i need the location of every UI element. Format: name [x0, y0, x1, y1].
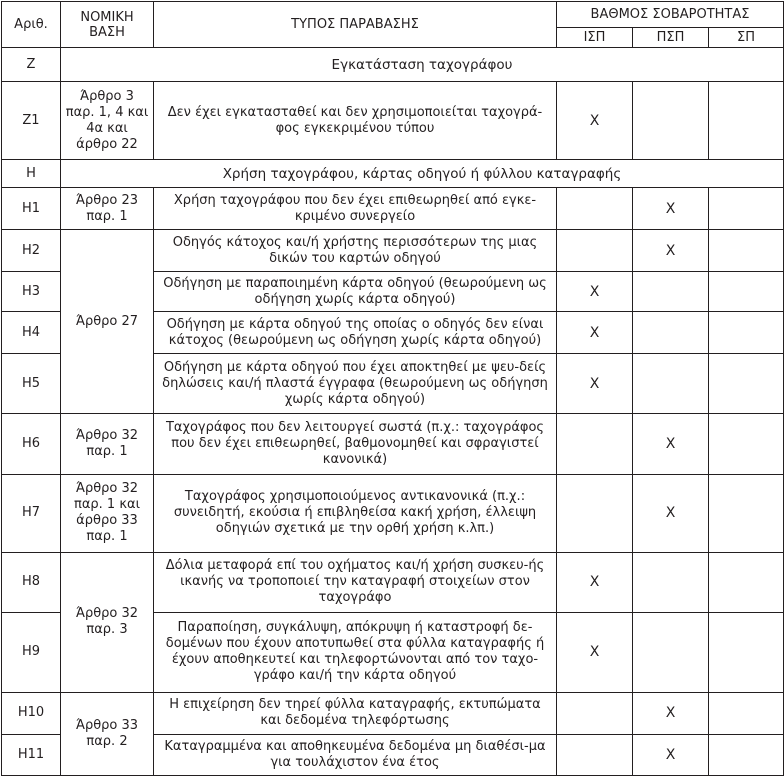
isp-mark: X — [557, 612, 633, 692]
table-row — [2, 692, 784, 734]
sp-mark — [709, 188, 784, 230]
psp-mark: X — [633, 414, 709, 474]
psp-mark: X — [633, 474, 709, 552]
sp-mark — [709, 272, 784, 312]
legal-basis: Άρθρο 32 παρ. 1 και άρθρο 33 παρ. 1 — [61, 474, 154, 552]
table-row — [2, 474, 784, 552]
section-title: Χρήση ταχογράφου, κάρτας οδηγού ή φύλλου καταγραφής — [61, 160, 784, 188]
legal-basis: Άρθρο 33 παρ. 2 — [61, 692, 154, 775]
row-id: Η7 — [2, 474, 61, 552]
violation-text: Οδηγός κάτοχος και/ή χρήστης περισσότερων της μιας δικών του καρτών οδηγού — [154, 230, 557, 272]
violation-text: Οδήγηση με παραποιημένη κάρτα οδηγού (θεωρούμενη ως οδήγηση χωρίς κάρτα οδηγού) — [154, 272, 557, 312]
violation-text: Ταχογράφος χρησιμοποιούμενος αντικανονικά (π.χ.: συνειδητή, εκούσια ή επιβληθείσα κακή χρήση, έλλειψη οδηγιών σχετικά με την ορθή χρήση κ.λπ.) — [154, 474, 557, 552]
row-id: Η2 — [2, 230, 61, 272]
section-row — [2, 160, 784, 188]
psp-mark — [633, 552, 709, 612]
violation-text: Οδήγηση με κάρτα οδηγού της οποίας ο οδηγός δεν είναι κάτοχος (θεωρούμενη ως οδήγηση χωρίς κάρτα οδηγού) — [154, 312, 557, 354]
violation-text: Παραποίηση, συγκάλυψη, απόκρυψη ή καταστροφή δε-δομένων που έχουν αποτυπωθεί στα φύλλα καταγραφής ή έχουν αποθηκευτεί και τηλεφορτώνονται από τον ταχο-γράφο και/ή την κάρτα οδηγού — [154, 612, 557, 692]
table-row — [2, 82, 784, 160]
psp-mark: X — [633, 692, 709, 734]
psp-mark: X — [633, 734, 709, 775]
legal-basis: Άρθρο 3 παρ. 1, 4 και 4α και άρθρο 22 — [61, 82, 154, 160]
row-id: Η3 — [2, 272, 61, 312]
violation-text: Χρήση ταχογράφου που δεν έχει επιθεωρηθεί από εγκε-κριμένο συνεργείο — [154, 188, 557, 230]
legal-basis: Άρθρο 32 παρ. 1 — [61, 414, 154, 474]
section-id: Ζ — [2, 48, 61, 82]
violation-text: Καταγραμμένα και αποθηκευμένα δεδομένα μη διαθέσι-μα για τουλάχιστον ένα έτος — [154, 734, 557, 775]
violation-text: Οδήγηση με κάρτα οδηγού που έχει αποκτηθεί με ψευ-δείς δηλώσεις και/ή πλαστά έγγραφα (θεωρούμενη ως οδήγηση χωρίς κάρτα οδηγού) — [154, 354, 557, 414]
section-row — [2, 48, 784, 82]
sp-mark — [709, 230, 784, 272]
psp-mark — [633, 82, 709, 160]
row-id: Ζ1 — [2, 82, 61, 160]
psp-mark — [633, 312, 709, 354]
header-isp: ΙΣΠ — [557, 28, 633, 48]
legal-basis: Άρθρο 23 παρ. 1 — [61, 188, 154, 230]
psp-mark: X — [633, 188, 709, 230]
sp-mark — [709, 474, 784, 552]
header-sp: ΣΠ — [709, 28, 784, 48]
violation-text: Δόλια μεταφορά επί του οχήματος και/ή χρήση συσκευ-ής ικανής να τροποποιεί την καταγραφή στοιχείων στον ταχογράφο — [154, 552, 557, 612]
table-row — [2, 188, 784, 230]
row-id: Η1 — [2, 188, 61, 230]
header-severity: ΒΑΘΜΟΣ ΣΟΒΑΡΟΤΗΤΑΣ — [557, 2, 784, 28]
psp-mark: X — [633, 230, 709, 272]
isp-mark: X — [557, 354, 633, 414]
header-id: Αριθ. — [2, 2, 61, 48]
table-row — [2, 230, 784, 272]
violations-table — [1, 1, 784, 776]
isp-mark — [557, 734, 633, 775]
isp-mark — [557, 692, 633, 734]
header-psp: ΠΣΠ — [633, 28, 709, 48]
table-row — [2, 414, 784, 474]
table-row — [2, 552, 784, 612]
sp-mark — [709, 312, 784, 354]
sp-mark — [709, 552, 784, 612]
psp-mark — [633, 272, 709, 312]
row-id: Η9 — [2, 612, 61, 692]
section-id: Η — [2, 160, 61, 188]
isp-mark — [557, 414, 633, 474]
isp-mark: X — [557, 272, 633, 312]
violation-text: Δεν έχει εγκατασταθεί και δεν χρησιμοποιείται ταχογρά-φος εγκεκριμένου τύπου — [154, 82, 557, 160]
violation-text: Ταχογράφος που δεν λειτουργεί σωστά (π.χ.: ταχογράφος που δεν έχει επιθεωρηθεί, βαθμονομηθεί και σφραγιστεί κανονικά) — [154, 414, 557, 474]
sp-mark — [709, 692, 784, 734]
sp-mark — [709, 734, 784, 775]
section-title: Εγκατάσταση ταχογράφου — [61, 48, 784, 82]
row-id: Η6 — [2, 414, 61, 474]
header-legal-basis: ΝΟΜΙΚΗ ΒΑΣΗ — [61, 2, 154, 48]
sp-mark — [709, 414, 784, 474]
row-id: Η4 — [2, 312, 61, 354]
legal-basis: Άρθρο 27 — [61, 230, 154, 414]
sp-mark — [709, 82, 784, 160]
row-id: Η5 — [2, 354, 61, 414]
isp-mark: X — [557, 312, 633, 354]
legal-basis: Άρθρο 32 παρ. 3 — [61, 552, 154, 692]
sp-mark — [709, 354, 784, 414]
isp-mark — [557, 188, 633, 230]
header-violation-type: ΤΥΠΟΣ ΠΑΡΑΒΑΣΗΣ — [154, 2, 557, 48]
isp-mark: X — [557, 82, 633, 160]
isp-mark — [557, 474, 633, 552]
row-id: Η8 — [2, 552, 61, 612]
row-id: Η10 — [2, 692, 61, 734]
isp-mark: X — [557, 552, 633, 612]
violation-text: Η επιχείρηση δεν τηρεί φύλλα καταγραφής, εκτυπώματα και δεδομένα τηλεφόρτωσης — [154, 692, 557, 734]
isp-mark — [557, 230, 633, 272]
sp-mark — [709, 612, 784, 692]
row-id: Η11 — [2, 734, 61, 775]
psp-mark — [633, 612, 709, 692]
psp-mark — [633, 354, 709, 414]
